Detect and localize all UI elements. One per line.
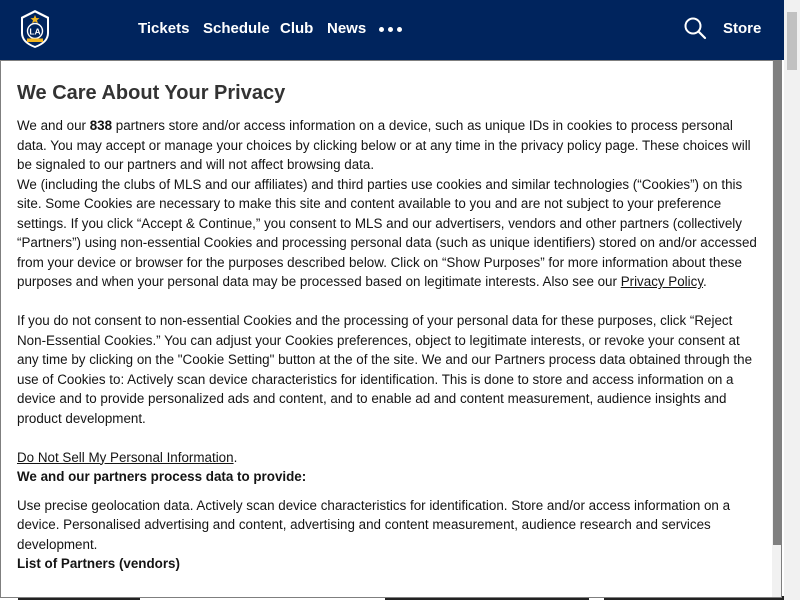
search-icon[interactable]	[683, 16, 707, 40]
consent-paragraph-3: If you do not consent to non-essential Cookies and the processing of your personal data for these purposes, click “Reject Non-Essential Cookies.” You can adjust your Cookies preferences, object to legitimate interests, or revoke your consent at any time by clicking on the "Cookie Setting" button at the of the site. We and our Partners process data obtained through the use of Cookies to: Actively scan device characteristics for identification. This is done to store and access information on a device and to provide personalized ads and content, and to enable ad and content measurement, audience insights and product development.	[17, 313, 753, 426]
nav-club[interactable]: Club	[280, 20, 314, 37]
partners-list-heading[interactable]: List of Partners (vendors)	[17, 556, 180, 571]
nav-schedule[interactable]: Schedule	[203, 20, 270, 37]
nav-news[interactable]: News	[327, 20, 367, 37]
modal-title: We Care About Your Privacy	[17, 82, 286, 104]
purposes-subheading: We and our partners process data to provide:	[17, 469, 307, 484]
partner-count: 838	[89, 118, 113, 133]
la-galaxy-logo-icon[interactable]	[18, 9, 52, 49]
svg-text:LA: LA	[29, 26, 41, 37]
modal-scrollbar-thumb[interactable]	[773, 61, 781, 545]
modal-body	[17, 116, 757, 574]
do-not-sell-row: Do Not Sell My Personal Information.	[17, 449, 238, 465]
nav-tickets[interactable]: Tickets	[138, 20, 190, 37]
privacy-consent-modal	[0, 60, 782, 598]
nav-store[interactable]: Store	[723, 20, 762, 37]
top-navbar	[0, 0, 800, 60]
page-scrollbar-thumb[interactable]	[787, 12, 797, 70]
privacy-policy-link[interactable]: Privacy Policy	[620, 274, 704, 289]
consent-paragraph-2: We (including the clubs of MLS and our affiliates) and third parties use cookies and similar technologies (“Cookies”) on this site. Some Cookies are necessary to make this site and content available to you and are not subject to your preference settings. If you click “Accept & Continue,” you consent to MLS and our advertisers, vendors and other partners (collectively “Partners”) using non-essential Cookies and processing personal data (such as unique identifiers) stored on and/or accessed from your device or browser for the purposes described below. Click on “Show Purposes” for more information about these purposes and when your personal data may be processed based on legitimate interests. Also see our Privacy Policy.	[17, 176, 757, 289]
more-menu-icon[interactable]	[379, 27, 403, 33]
modal-scrollbar[interactable]	[772, 61, 782, 597]
consent-paragraph-1: We and our 838 partners store and/or access information on a device, such as unique IDs in cookies to process personal data. You may accept or manage your choices by clicking below or at any time in the privacy policy page. These choices will be signaled to our partners and will not affect browsing data.	[17, 118, 751, 172]
do-not-sell-link[interactable]: Do Not Sell My Personal Information	[17, 449, 234, 465]
page-scrollbar[interactable]	[784, 0, 800, 600]
purposes-paragraph: Use precise geolocation data. Actively scan device characteristics for identification. Store and/or access information on a device. Personalised advertising and content, advertising and content measurement, audience research and services development.	[17, 497, 731, 552]
